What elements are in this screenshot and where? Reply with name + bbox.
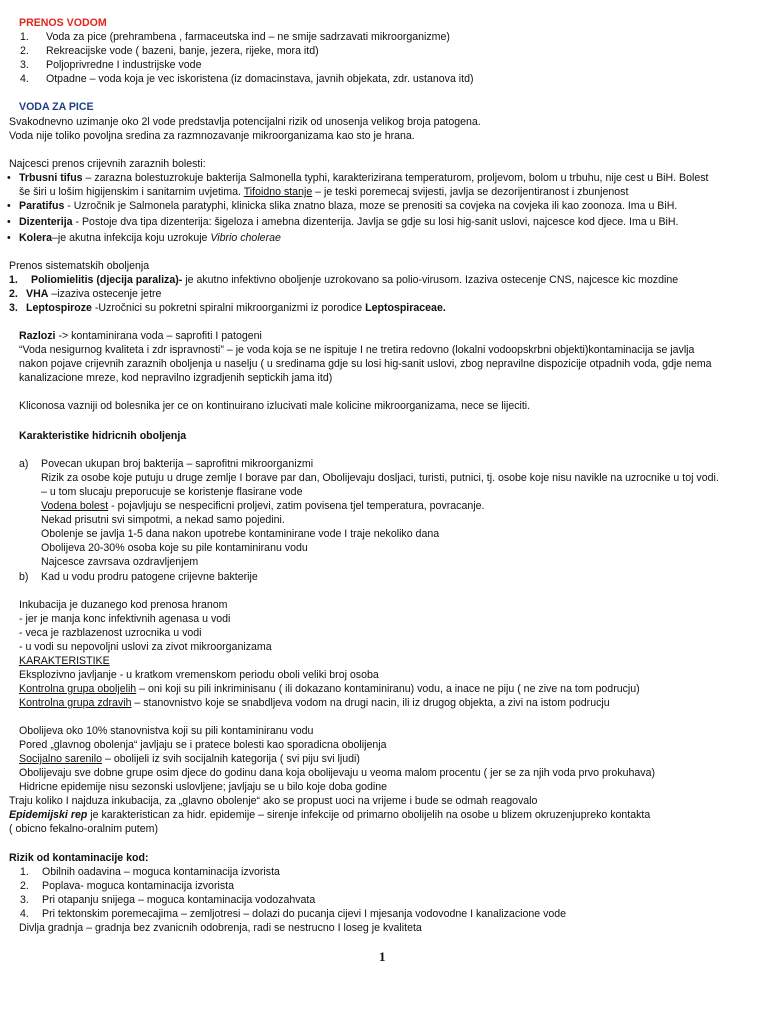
term: Poliomielitis (djecija paraliza)- — [31, 274, 183, 286]
item-number: 1. — [20, 866, 29, 878]
razlozi-line — [19, 330, 262, 343]
underlined-term: Tifoidno stanje — [243, 186, 313, 198]
item-number: 3. — [20, 59, 29, 71]
paragraph: kanalizacione mreze, kod nepravilno izgradjenih septickih jama itd) — [19, 372, 333, 384]
kontrolna-zdravih-line — [19, 697, 610, 710]
bullet-paratifus — [19, 200, 677, 213]
heading-voda-za-pice: VODA ZA PICE — [19, 101, 94, 113]
list-item-text: Voda za pice (prehrambena , farmaceutska ind – ne smije sadrzavati mikroorganizme) — [46, 31, 450, 43]
term: Razlozi — [19, 330, 56, 342]
term: Epidemijski rep — [9, 809, 88, 821]
definition: –je akutna infekcija koju uzrokuje — [51, 232, 211, 244]
term: Leptospiroze — [26, 302, 92, 314]
bullet-icon: • — [7, 216, 11, 228]
definition: - Uzročnik je Salmonela paratyphi, klinicka slika znatno blaza, moze se prenositi sa covjeka na covjeka ili kao zoonoza. Ima u BiH. — [64, 200, 678, 212]
paragraph: Najcesce zavrsava ozdravljenjem — [41, 556, 199, 568]
definition: - Postoje dva tipa dizenterija: šigeloza i amebna dizenterija. Javlja se gdje su losi hig-sanit uslovi, najcesce kod djece. Ima u BiH. — [72, 216, 679, 228]
list-item-text: Otpadne – voda koja je vec iskoristena (iz domacinstava, javnih objekata, zdr. ustanova itd) — [46, 73, 474, 85]
item-number: 1. — [9, 274, 18, 286]
heading-prenos-vodom: PRENOS VODOM — [19, 17, 107, 29]
item-number: 3. — [20, 894, 29, 906]
text: – oni koji su pili inkriminisanu ( ili dokazano kontaminiranu) vodu, a inace ne piju ( ne zive na tom podrucju) — [136, 683, 640, 695]
paragraph: Obolenje se javlja 1-5 dana nakon upotrebe kontaminirane vode I traje nekoliko dana — [41, 528, 440, 540]
paragraph: Voda nije toliko povoljna sredina za razmnozavanje mikroorganizama kao sto je hrana. — [9, 130, 415, 142]
term: Trbusni tifus — [19, 172, 83, 184]
paragraph: - u vodi su nepovoljni uslovi za zivot mikroorganizama — [19, 641, 272, 653]
text: še širi u lošim higijenskim i sanitarnim uvjetima. — [19, 186, 244, 198]
list-item-text: Obilnih oadavina – moguca kontaminacija izvorista — [42, 866, 280, 878]
underlined-term: Kontrolna grupa oboljelih — [19, 683, 137, 695]
underlined-term: Kontrolna grupa zdravih — [19, 697, 132, 709]
underlined-term: Socijalno sarenilo — [19, 753, 103, 765]
paragraph: Obolijeva 20-30% osoba koje su pile kontaminiranu vodu — [41, 542, 308, 554]
heading-karakteristike: Karakteristike hidricnih oboljenja — [19, 430, 187, 442]
underlined-term: Vodena bolest — [41, 500, 109, 512]
bullet-icon: • — [7, 232, 11, 244]
bullet-dizenterija — [19, 216, 679, 229]
paragraph: – u tom slucaju preporucuje se koristenje flasirane vode — [41, 486, 303, 498]
text: -> kontaminirana voda – saprofiti I patogeni — [55, 330, 262, 342]
paragraph: Pored „glavnog obolenja“ javljaju se i pratece bolesti kao sporadicna obolijenja — [19, 739, 387, 751]
paragraph: Obolijeva oko 10% stanovnistva koji su pili kontaminiranu vodu — [19, 725, 314, 737]
paragraph: Kliconosa vazniji od bolesnika jer ce on kontinuirano izlucivati male kolicine mikroorganizama, nece se lijeciti. — [19, 400, 531, 412]
list-item-text: Poplava- moguca kontaminacija izvorista — [42, 880, 234, 892]
kontrolna-oboljelih-line — [19, 683, 640, 696]
item-number: 2. — [9, 288, 18, 300]
list-item-leptospiroze — [26, 302, 446, 315]
definition: – zarazna bolestuzrokuje bakterija Salmonella typhi, karakterizirana temperaturom, proljevom, bolom u trbuhu, nije cest u BiH. Bolest — [82, 172, 709, 184]
paragraph: Hidricne epidemije nisu sezonski uslovljene; javljaju se u bilo koje doba godine — [19, 781, 388, 793]
paragraph: - jer je manja konc infektivnih agenasa u vodi — [19, 613, 231, 625]
family-name: Leptospiraceae. — [365, 302, 446, 314]
text: – je teski poremecaj svijesti, javlja se dezorijentiranost i zbunjenost — [312, 186, 629, 198]
list-item-text: Rekreacijske vode ( bazeni, banje, jezera, rijeke, mora itd) — [46, 45, 319, 57]
paragraph: Prenos sistematskih oboljenja — [9, 260, 150, 272]
item-number: 4. — [20, 73, 29, 85]
paragraph: Kad u vodu prodru patogene crijevne bakterije — [41, 571, 258, 583]
vodena-bolest-line — [41, 500, 484, 513]
list-item — [20, 45, 29, 58]
socijalno-sarenilo-line — [19, 753, 360, 766]
paragraph: - veca je razblazenost uzrocnika u vodi — [19, 627, 202, 639]
term: Dizenterija — [19, 216, 73, 228]
bullet-kolera — [19, 232, 281, 245]
list-item — [20, 31, 29, 44]
paragraph: nakon pojave crijevnih zaraznih oboljenja u naselju ( u sredinama gdje su losi hig-sanit uslovi, zbog nepravilne dispozicije otpadnih voda, gdje nema — [19, 358, 712, 370]
definition: je akutno infektivno oboljenje uzrokovano sa polio-virusom. Izaziva ostecenje CNS, najcesce kic mozdine — [182, 274, 679, 286]
paragraph: Obolijevaju sve dobne grupe osim djece do godinu dana koja obolijevaju u veoma malom procentu ( jer se za njih voda prvo prokuhava) — [19, 767, 656, 779]
paragraph: Povecan ukupan broj bakterija – saprofitni mikroorganizmi — [41, 458, 314, 470]
species-name: Vibrio cholerae — [210, 232, 281, 244]
list-item-poliomielitis — [31, 274, 678, 287]
page-number: 1 — [379, 949, 386, 964]
paragraph: Inkubacija je duzanego kod prenosa hranom — [19, 599, 228, 611]
bullet-continuation — [19, 186, 628, 199]
bullet-trbusni-tifus — [19, 172, 708, 185]
list-label: b) — [19, 571, 29, 583]
heading-rizik: Rizik od kontaminacije kod: — [9, 852, 149, 864]
paragraph: Rizik za osobe koje putuju u druge zemlje I borave par dan, Obolijevaju dosljaci, turisti, putnici, tj. osobe koje nisu navikle na uzrocnike u toj vodi. — [41, 472, 719, 484]
definition: –izaziva ostecenje jetre — [48, 288, 162, 300]
term: Paratifus — [19, 200, 65, 212]
paragraph: Svakodnevno uzimanje oko 2l vode predstavlja potencijalni rizik od unosenja velikog broja patogena. — [9, 116, 481, 128]
text: je karakteristican za hidr. epidemije – sirenje infekcije od primarno obolijelih na osobe u blizem okruzenjupreko kontakta — [87, 809, 651, 821]
paragraph: Eksplozivno javljanje - u kratkom vremenskom periodu oboli veliki broj osoba — [19, 669, 379, 681]
list-item-text: Pri otapanju snijega – moguca kontaminacija vodozahvata — [42, 894, 316, 906]
list-item — [20, 59, 29, 72]
item-number: 4. — [20, 908, 29, 920]
list-item-vha — [26, 288, 161, 301]
paragraph: Divlja gradnja – gradnja bez zvanicnih odobrenja, radi se nestrucno I loseg je kvaliteta — [19, 922, 422, 934]
bullet-icon: • — [7, 200, 11, 212]
list-item — [20, 73, 29, 86]
list-item-text: Pri tektonskim poremecajima – zemljotresi – dolazi do pucanja cijevi I mjesanja vodovodne I kanalizacione vode — [42, 908, 567, 920]
text: – obolijeli iz svih socijalnih kategorija ( svi piju svi ljudi) — [102, 753, 360, 765]
item-number: 2. — [20, 880, 29, 892]
text: - pojavljuju se nespecificni proljevi, zatim povisena tjel temperatura, povracanje. — [108, 500, 485, 512]
text: – stanovnistvo koje se snabdljeva vodom na drugi nacin, ili iz drugog objekta, a zivi na istom podrucju — [131, 697, 610, 709]
definition: -Uzročnici su pokretni spiralni mikroorganizmi iz porodice — [91, 302, 366, 314]
heading-karakteristike-caps: KARAKTERISTIKE — [19, 655, 110, 667]
item-number: 1. — [20, 31, 29, 43]
term: Kolera — [19, 232, 52, 244]
paragraph: ( obicno fekalno-oralnim putem) — [9, 823, 158, 835]
list-item-text: Poljoprivredne I industrijske vode — [46, 59, 202, 71]
item-number: 2. — [20, 45, 29, 57]
epidemijski-rep-line — [9, 809, 650, 822]
paragraph: Najcesci prenos crijevnih zaraznih bolesti: — [9, 158, 206, 170]
paragraph: “Voda nesigurnog kvaliteta i zdr ispravnosti” – je voda koja se ne ispituje I ne tretira redovno (lokalni vodoopskrbni objekti)kontaminacija se javlja — [19, 344, 695, 356]
bullet-icon: • — [7, 172, 11, 184]
paragraph: Traju koliko I najduza inkubacija, za „glavno obolenje“ ako se propust uoci na vrijeme i bude se odmah reagovalo — [9, 795, 538, 807]
item-number: 3. — [9, 302, 18, 314]
paragraph: Nekad prisutni svi simpotmi, a nekad samo pojedini. — [41, 514, 285, 526]
term: VHA — [26, 288, 49, 300]
list-label: a) — [19, 458, 29, 470]
